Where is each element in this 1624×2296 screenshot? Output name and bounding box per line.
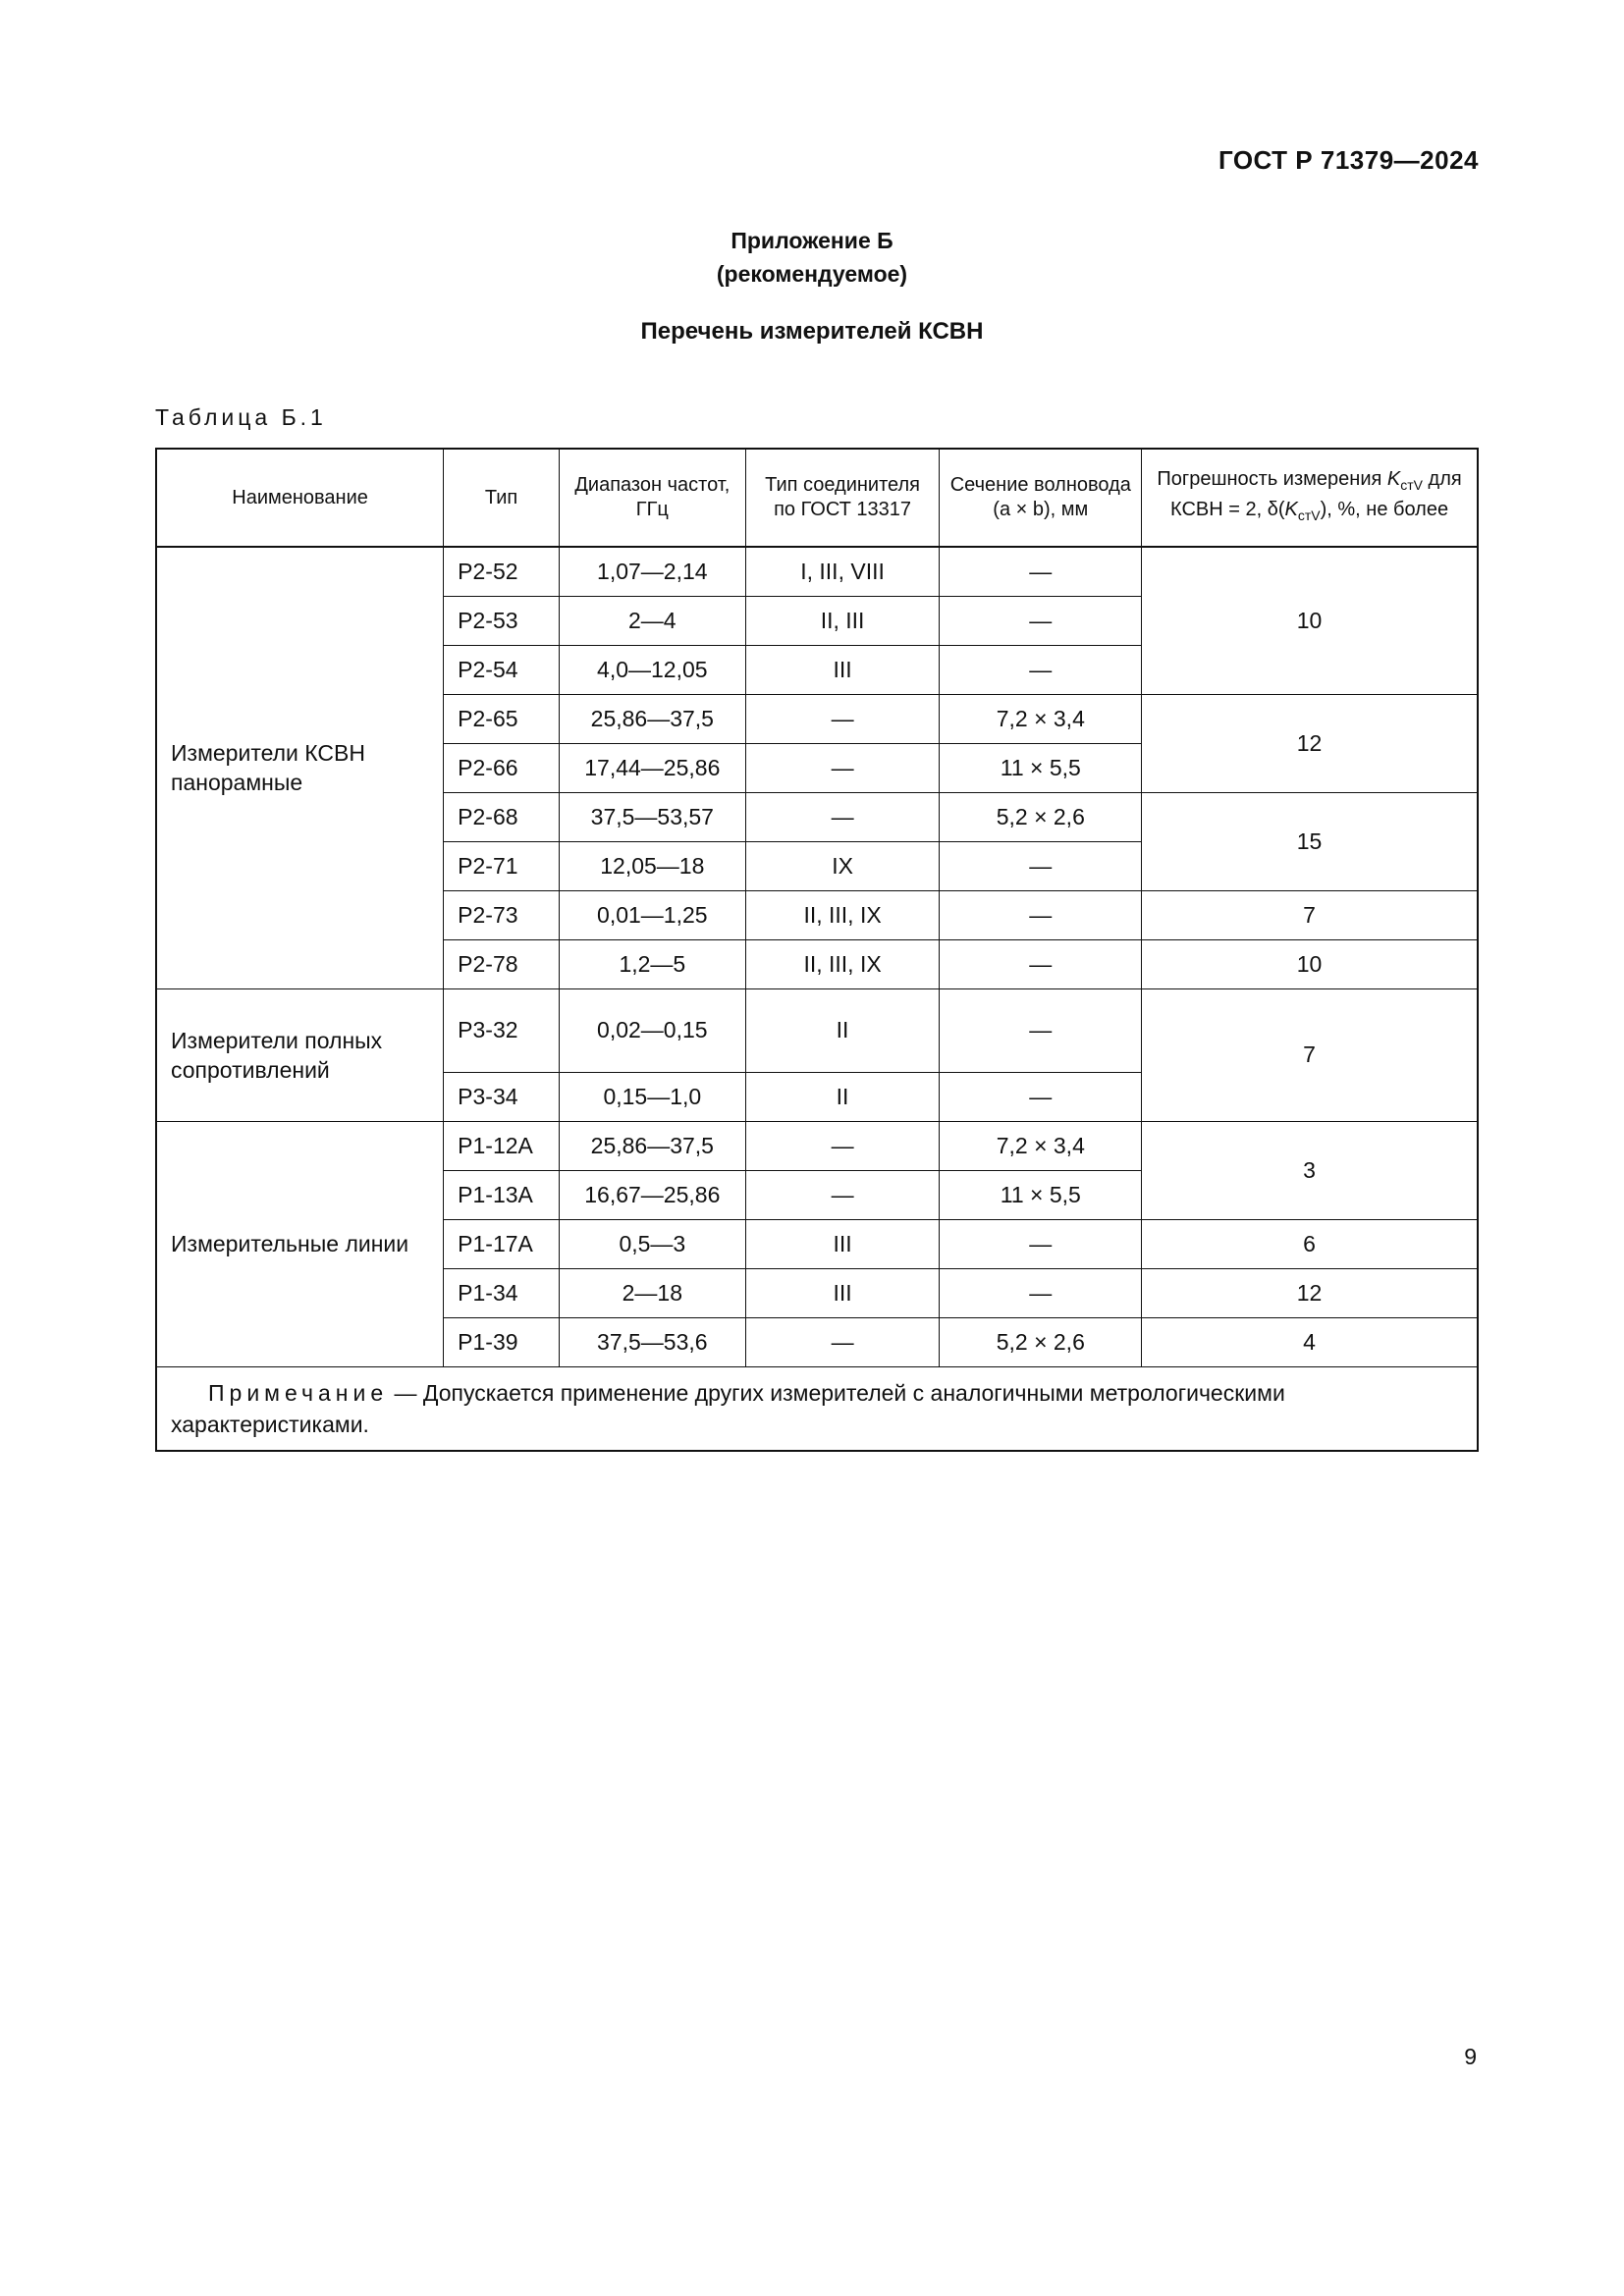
page-title: Перечень измерителей КСВН [640,318,984,345]
cell-section: — [940,1219,1142,1268]
cell-connector: II [745,988,940,1072]
header-type: Тип [444,449,560,547]
table-caption: Таблица Б.1 [155,404,327,430]
cell-frequency: 0,5—3 [559,1219,745,1268]
cell-connector: — [745,1170,940,1219]
cell-connector: I, III, VIII [745,547,940,596]
header-error-mid: для КСВН = 2, δ( [1170,468,1462,520]
cell-section: 7,2 × 3,4 [940,1121,1142,1170]
header-error-sub2: стV [1297,507,1321,523]
cell-frequency: 17,44—25,86 [559,743,745,792]
table-note [156,1366,1478,1451]
cell-frequency: 0,15—1,0 [559,1072,745,1121]
table-row [156,1121,1478,1170]
header-error-k2: K [1284,499,1298,520]
table-row [156,988,1478,1072]
appendix-heading [0,224,1624,291]
group-panoramic: Измерители КСВН панорамные [156,547,444,988]
cell-frequency: 2—18 [559,1268,745,1317]
cell-frequency: 16,67—25,86 [559,1170,745,1219]
cell-connector: II, III, IX [745,890,940,939]
cell-frequency: 12,05—18 [559,841,745,890]
cell-type: Р2-65 [444,694,560,743]
cell-type: Р2-54 [444,645,560,694]
cell-connector: — [745,792,940,841]
cell-type: Р1-17А [444,1219,560,1268]
cell-section: — [940,939,1142,988]
cell-frequency: 0,02—0,15 [559,988,745,1072]
cell-frequency: 0,01—1,25 [559,890,745,939]
cell-error: 7 [1142,890,1478,939]
table-note-row [156,1366,1478,1451]
group-lines: Измерительные линии [156,1121,444,1366]
cell-type: Р2-66 [444,743,560,792]
cell-error: 15 [1142,792,1478,890]
cell-type: Р2-52 [444,547,560,596]
cell-error: 3 [1142,1121,1478,1219]
cell-section: — [940,596,1142,645]
cell-error: 12 [1142,694,1478,792]
cell-type: Р1-34 [444,1268,560,1317]
page-number: 9 [1464,2044,1477,2069]
cell-type: Р2-71 [444,841,560,890]
cell-type: Р2-73 [444,890,560,939]
document-code: ГОСТ Р 71379—2024 [1218,145,1479,175]
cell-section: — [940,890,1142,939]
cell-section: 5,2 × 2,6 [940,1317,1142,1366]
cell-type: Р3-34 [444,1072,560,1121]
cell-frequency: 2—4 [559,596,745,645]
note-text: — Допускается применение других измерителей с аналогичными метрологическими характеристиками. [171,1379,1285,1437]
cell-frequency: 37,5—53,57 [559,792,745,841]
cell-error: 4 [1142,1317,1478,1366]
header-error [1142,449,1478,547]
cell-type: Р2-78 [444,939,560,988]
cell-frequency: 25,86—37,5 [559,1121,745,1170]
header-error-k: K [1386,468,1401,490]
header-name: Наименование [156,449,444,547]
cell-connector: III [745,645,940,694]
cell-error: 12 [1142,1268,1478,1317]
cell-type: Р2-53 [444,596,560,645]
header-section: Сечение волновода (a × b), мм [940,449,1142,547]
cell-frequency: 1,2—5 [559,939,745,988]
cell-section: 5,2 × 2,6 [940,792,1142,841]
cell-frequency: 25,86—37,5 [559,694,745,743]
cell-type: Р3-32 [444,988,560,1072]
cell-connector: III [745,1268,940,1317]
cell-connector: II, III [745,596,940,645]
cell-section: 11 × 5,5 [940,743,1142,792]
table-header-row [156,449,1478,547]
header-error-sub1: стV [1400,477,1423,493]
cell-connector: — [745,743,940,792]
cell-type: Р1-12А [444,1121,560,1170]
header-error-pre: Погрешность измерения [1157,468,1387,490]
appendix-title: Приложение Б [731,228,893,253]
cell-connector: II, III, IX [745,939,940,988]
cell-connector: III [745,1219,940,1268]
cell-connector: — [745,1121,940,1170]
cell-error: 7 [1142,988,1478,1121]
table-row [156,547,1478,596]
group-impedance: Измерители полных сопротивлений [156,988,444,1121]
cell-type: Р1-39 [444,1317,560,1366]
cell-frequency: 4,0—12,05 [559,645,745,694]
cell-section: — [940,841,1142,890]
cell-section: — [940,1072,1142,1121]
appendix-status: (рекомендуемое) [716,261,908,287]
meters-table [155,448,1479,1452]
cell-section: 7,2 × 3,4 [940,694,1142,743]
cell-type: Р1-13А [444,1170,560,1219]
header-connector: Тип соединителя по ГОСТ 13317 [745,449,940,547]
cell-connector: — [745,694,940,743]
cell-section: — [940,1268,1142,1317]
cell-error: 10 [1142,547,1478,694]
cell-error: 6 [1142,1219,1478,1268]
cell-connector: — [745,1317,940,1366]
header-error-post: ), %, не более [1320,499,1449,520]
cell-connector: IX [745,841,940,890]
cell-frequency: 37,5—53,6 [559,1317,745,1366]
cell-frequency: 1,07—2,14 [559,547,745,596]
cell-type: Р2-68 [444,792,560,841]
cell-error: 10 [1142,939,1478,988]
cell-connector: II [745,1072,940,1121]
cell-section: 11 × 5,5 [940,1170,1142,1219]
cell-section: — [940,645,1142,694]
note-label: Примечание [208,1379,389,1406]
cell-section: — [940,547,1142,596]
header-frequency: Диапазон частот, ГГц [559,449,745,547]
cell-section: — [940,988,1142,1072]
